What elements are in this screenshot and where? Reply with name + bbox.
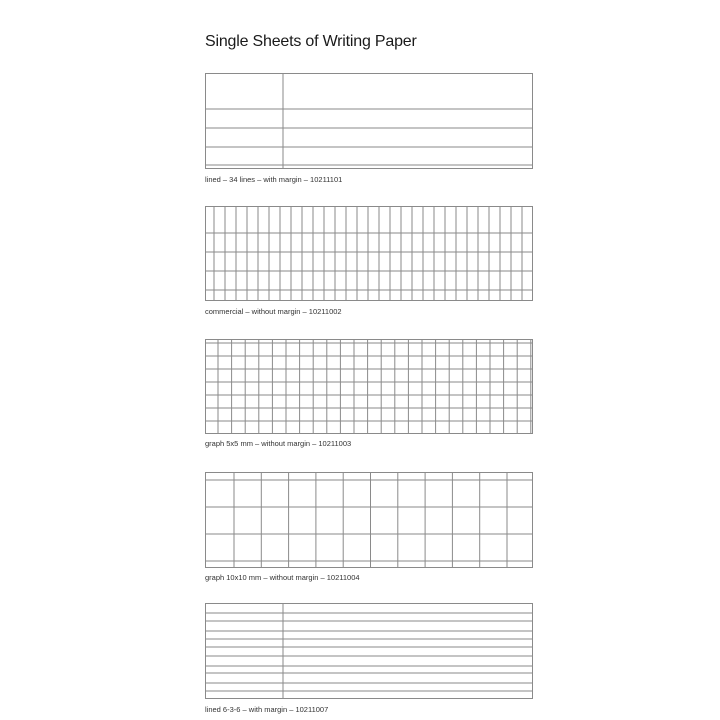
commercial-ruling — [206, 207, 532, 300]
lined-34-ruling — [206, 74, 532, 168]
lined-636-ruling — [206, 604, 532, 698]
paper-sample-graph-10x10 — [205, 472, 533, 568]
paper-sample-commercial — [205, 206, 533, 301]
caption-graph-5x5: graph 5x5 mm – without margin – 10211003 — [205, 439, 352, 448]
graph-5x5-ruling — [206, 340, 532, 433]
paper-sample-graph-5x5 — [205, 339, 533, 434]
caption-lined-636: lined 6-3-6 – with margin – 10211007 — [205, 705, 329, 714]
graph-10x10-ruling — [206, 473, 532, 567]
caption-graph-10x10: graph 10x10 mm – without margin – 10211004 — [205, 573, 360, 582]
caption-lined-34: lined – 34 lines – with margin – 10211101 — [205, 175, 343, 184]
caption-commercial: commercial – without margin – 10211002 — [205, 307, 342, 316]
paper-sample-lined-636 — [205, 603, 533, 699]
page-title: Single Sheets of Writing Paper — [205, 33, 417, 50]
paper-sample-lined-34 — [205, 73, 533, 169]
